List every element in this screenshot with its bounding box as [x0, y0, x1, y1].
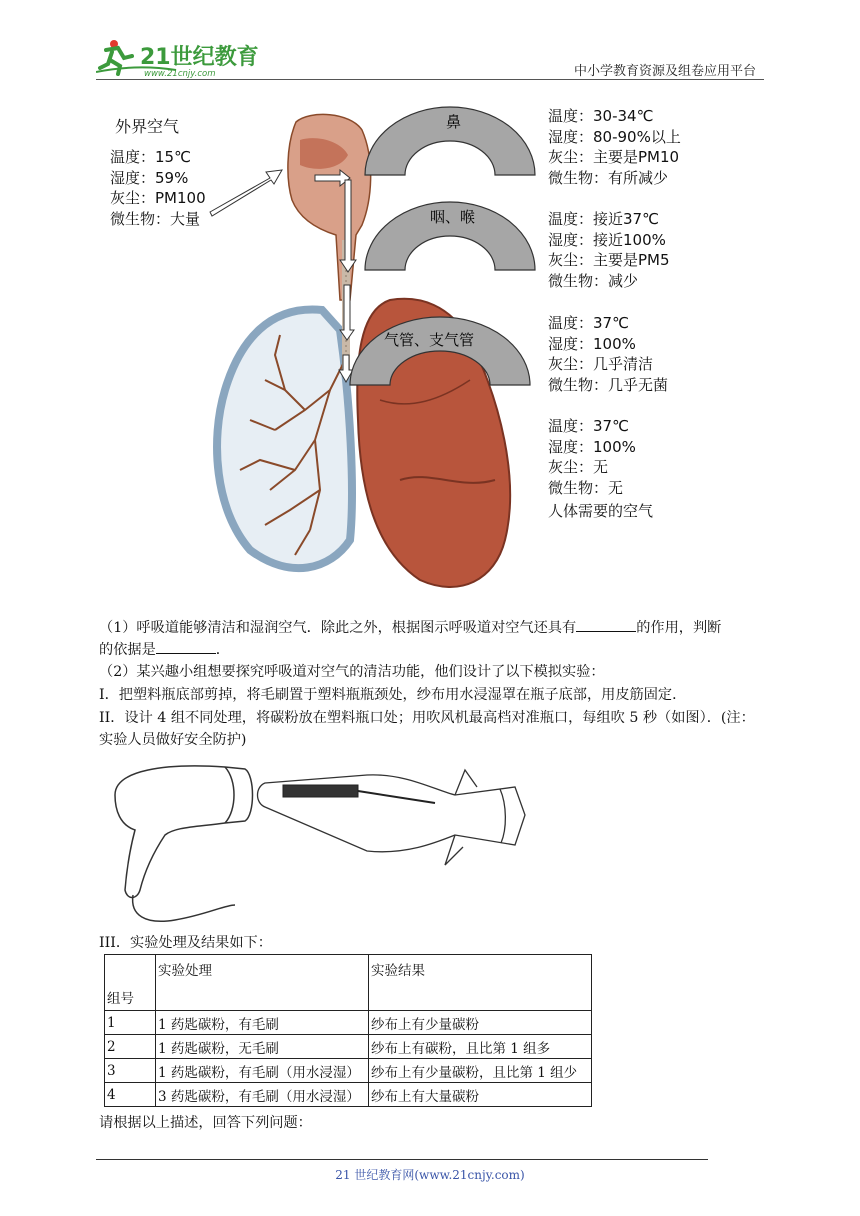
stat-line: 微生物：减少 — [548, 271, 639, 290]
header-divider — [96, 79, 764, 80]
table-row — [105, 1035, 592, 1059]
table-header-row — [105, 955, 592, 1011]
stat-line: 温度：37℃ — [548, 314, 629, 332]
stat-line: 微生物：有所减少 — [548, 168, 669, 187]
stat-line: 灰尘：无 — [548, 458, 609, 476]
outside-temperature: 温度：15℃ — [110, 148, 191, 166]
table-row — [105, 1011, 592, 1035]
q1-text-a: （1）呼吸道能够清洁和湿润空气．除此之外，根据图示呼吸道对空气还具有 — [99, 620, 577, 636]
cell-treatment: 1 药匙碳粉，无毛刷 — [156, 1035, 369, 1059]
stat-line: 温度：37℃ — [548, 417, 629, 435]
cell-group: 2 — [105, 1035, 156, 1059]
logo-url: www.21cnjy.com — [144, 69, 216, 78]
stat-line: 湿度：接近100% — [548, 230, 666, 249]
cell-treatment: 3 药匙碳粉，有毛刷（用水浸湿） — [156, 1083, 369, 1107]
outside-humidity: 湿度：59% — [110, 168, 189, 187]
closing-instruction: 请根据以上描述，回答下列问题： — [99, 1115, 312, 1131]
question-1 — [99, 617, 759, 661]
q1-text-c: 的依据是 — [99, 642, 156, 658]
final-air-label: 人体需要的空气 — [548, 502, 654, 520]
cell-result: 纱布上有大量碳粉 — [369, 1083, 592, 1107]
throat-stage-stats — [548, 209, 670, 291]
cell-group: 4 — [105, 1083, 156, 1107]
stat-line: 温度：接近37℃ — [548, 210, 659, 228]
stat-line: 微生物：无 — [548, 478, 624, 497]
outside-air-title: 外界空气 — [115, 117, 180, 136]
nose-arc-label: 鼻 — [446, 113, 462, 131]
throat-arc-label: 咽、喉 — [430, 208, 476, 226]
trachea-stage-stats — [548, 313, 668, 395]
stat-line: 灰尘：主要是PM10 — [548, 148, 680, 166]
header-result: 实验结果 — [369, 955, 592, 1011]
header-group: 组号 — [105, 955, 156, 1011]
stat-line: 湿度：100% — [548, 437, 636, 456]
table-row — [105, 1083, 592, 1107]
footer-divider — [96, 1159, 708, 1160]
footer-link[interactable]: 21 世纪教育网(www.21cnjy.com) — [335, 1168, 525, 1182]
cell-treatment: 1 药匙碳粉，有毛刷（用水浸湿） — [156, 1059, 369, 1083]
question-2: （2）某兴趣小组想要探究呼吸道对空气的清洁功能，他们设计了以下模拟实验： — [99, 664, 605, 680]
stat-line: 温度：30-34℃ — [548, 107, 654, 125]
header-platform-name: 中小学教育资源及组卷应用平台 — [573, 64, 756, 79]
answer-blank-2[interactable] — [156, 639, 216, 654]
plastic-bottle-icon — [258, 770, 526, 865]
logo-title: 21世纪教育 — [140, 45, 259, 70]
cell-treatment: 1 药匙碳粉，有毛刷 — [156, 1011, 369, 1035]
header-treatment: 实验处理 — [156, 955, 369, 1011]
q1-text-d: ． — [215, 642, 230, 658]
step2-text-b: 实验人员做好安全防护) — [99, 732, 247, 748]
stat-line: 湿度：80-90%以上 — [548, 127, 681, 146]
cell-result: 纱布上有碳粉，且比第 1 组多 — [369, 1035, 592, 1059]
bristle-brush-icon — [283, 785, 435, 803]
answer-blank-1[interactable] — [576, 617, 636, 632]
experiment-setup-sketch — [105, 755, 535, 930]
q1-text-b: 的作用，判断 — [636, 620, 722, 636]
step2-text-a: II．设计 4 组不同处理，将碳粉放在塑料瓶口处；用吹风机最高档对准瓶口，每组吹 5 秒（如图）．(注： — [99, 710, 755, 726]
left-lung-illustration — [217, 310, 352, 569]
lung-stage-stats — [548, 416, 653, 522]
stat-line: 湿度：100% — [548, 334, 636, 353]
outside-microbes: 微生物：大量 — [110, 209, 201, 228]
cell-result: 纱布上有少量碳粉 — [369, 1011, 592, 1035]
experiment-step-1: I．把塑料瓶底部剪掉，将毛刷置于塑料瓶瓶颈处，纱布用水浸湿罩在瓶子底部，用皮筋固定． — [99, 687, 687, 703]
cell-group: 1 — [105, 1011, 156, 1035]
results-table — [104, 954, 592, 1107]
outside-dust: 灰尘：PM100 — [110, 189, 206, 207]
experiment-step-3: III．实验处理及结果如下： — [99, 935, 272, 951]
cell-result: 纱布上有少量碳粉，且比第 1 组少 — [369, 1059, 592, 1083]
experiment-step-2 — [99, 707, 759, 751]
hair-dryer-icon — [115, 766, 253, 921]
site-logo — [96, 38, 266, 78]
trachea-arc-label: 气管、支气管 — [384, 331, 475, 349]
stat-line: 灰尘：几乎清洁 — [548, 355, 654, 373]
outside-air-stats — [110, 147, 206, 229]
stat-line: 灰尘：主要是PM5 — [548, 251, 670, 269]
nose-stage-stats — [548, 106, 681, 188]
table-row — [105, 1059, 592, 1083]
stat-line: 微生物：几乎无菌 — [548, 375, 669, 394]
cell-group: 3 — [105, 1059, 156, 1083]
